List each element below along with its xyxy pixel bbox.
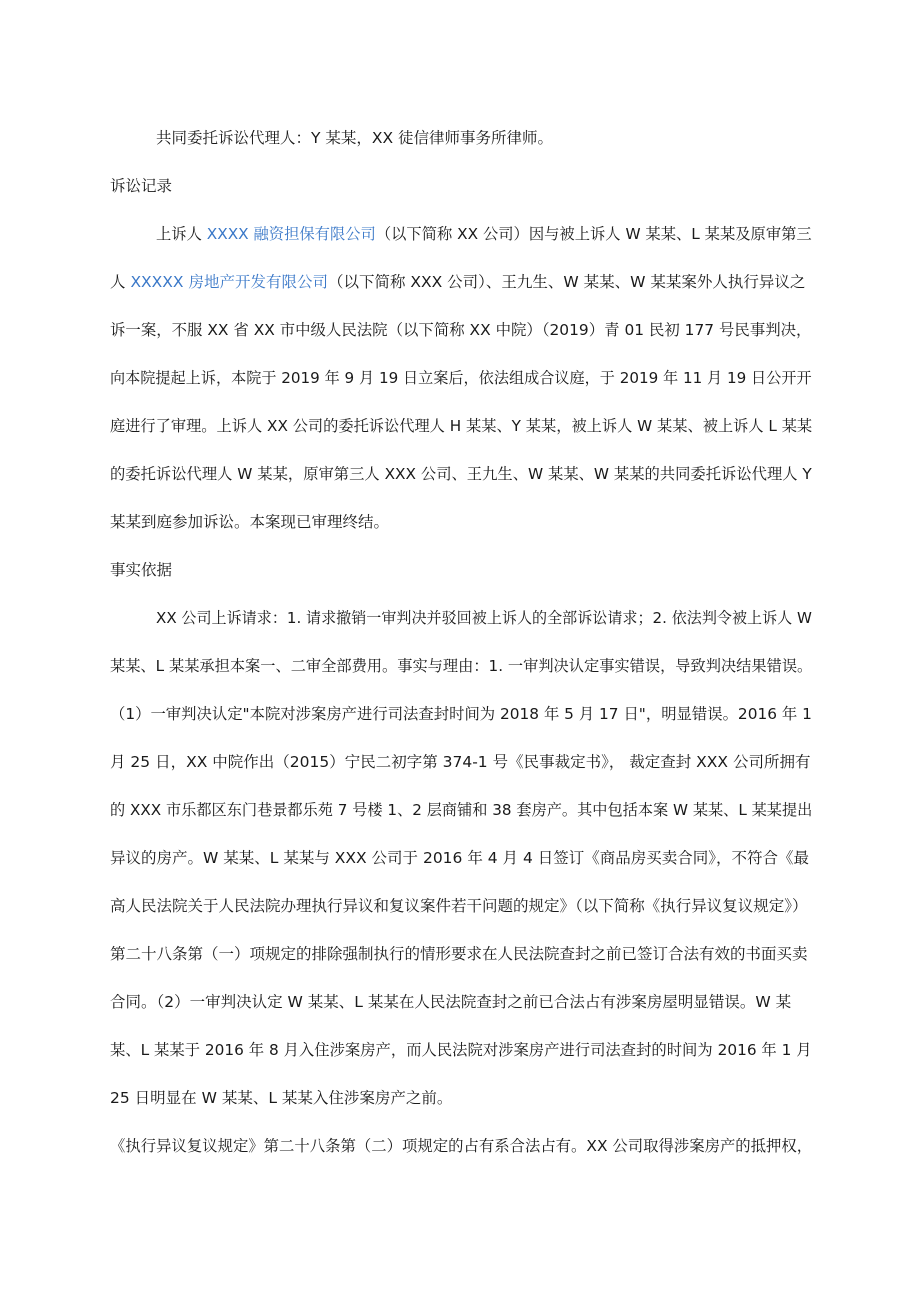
facts-line-8: 第二十八条第（一）项规定的排除强制执行的情形要求在人民法院查封之前已签订合法有效的书面买卖 xyxy=(110,945,808,963)
facts-line-7: 高人民法院关于人民法院办理执行异议和复议案件若干问题的规定》（以下简称《执行异议复议规定》） xyxy=(110,897,808,915)
facts-line-12: 《执行异议复议规定》第二十八条第（二）项规定的占有系合法占有。XX 公司取得涉案房产的抵押权， xyxy=(110,1137,813,1155)
facts-line-1: XX 公司上诉请求：1. 请求撤销一审判决并驳回被上诉人的全部诉讼请求；2. 依法判令被上诉人 W xyxy=(156,609,812,627)
record-line-5: 庭进行了审理。上诉人 XX 公司的委托诉讼代理人 H 某某、Y 某某，被上诉人 W 某某、被上诉人 L 某某 xyxy=(110,417,813,435)
company-link-realestate[interactable]: XXXXX 房地产开发有限公司 xyxy=(130,273,328,291)
section-heading-record: 诉讼记录 xyxy=(110,177,173,195)
record-line-2-text-a: 人 xyxy=(110,273,131,291)
facts-line-6: 异议的房产。W 某某、L 某某与 XXX 公司于 2016 年 4 月 4 日签订《商品房买卖合同》，不符合《最 xyxy=(110,849,810,867)
record-line-7: 某某到庭参加诉讼。本案现已审理终结。 xyxy=(110,513,390,531)
record-line-2 xyxy=(110,272,805,292)
intro-line: 共同委托诉讼代理人：Y 某某，XX 徒信律师事务所律师。 xyxy=(156,129,554,147)
facts-line-3: （1）一审判决认定"本院对涉案房产进行司法查封时间为 2018 年 5 月 17 日"，明显错误。2016 年 1 xyxy=(110,705,812,723)
facts-line-2: 某某、L 某某承担本案一、二审全部费用。事实与理由：1. 一审判决认定事实错误，导致判决结果错误。 xyxy=(110,657,813,675)
record-line-2-text-b: （以下简称 XXX 公司）、王九生、W 某某、W 某某案外人执行异议之 xyxy=(327,273,806,291)
record-line-4: 向本院提起上诉，本院于 2019 年 9 月 19 日立案后，依法组成合议庭，于 2019 年 11 月 19 日公开开 xyxy=(110,369,812,387)
facts-line-11: 25 日明显在 W 某某、L 某某入住涉案房产之前。 xyxy=(110,1089,453,1107)
record-line-3: 诉一案，不服 XX 省 XX 市中级人民法院（以下简称 XX 中院）（2019）青 01 民初 177 号民事判决， xyxy=(110,321,812,339)
section-heading-facts: 事实依据 xyxy=(110,561,173,579)
company-link-guarantee[interactable]: XXXX 融资担保有限公司 xyxy=(206,225,376,243)
facts-line-9: 合同。（2）一审判决认定 W 某某、L 某某在人民法院查封之前已合法占有涉案房屋明显错误。W 某 xyxy=(110,993,792,1011)
facts-line-10: 某、L 某某于 2016 年 8 月入住涉案房产，而人民法院对涉案房产进行司法查封的时间为 2016 年 1 月 xyxy=(110,1041,812,1059)
record-line-1-text-a: 上诉人 xyxy=(156,225,207,243)
record-line-6: 的委托诉讼代理人 W 某某，原审第三人 XXX 公司、王九生、W 某某、W 某某的共同委托诉讼代理人 Y xyxy=(110,465,812,483)
facts-line-5: 的 XXX 市乐都区东门巷景都乐苑 7 号楼 1、2 层商铺和 38 套房产。其中包括本案 W 某某、L 某某提出 xyxy=(110,801,813,819)
record-line-1 xyxy=(156,224,812,244)
record-line-1-text-b: （以下简称 XX 公司）因与被上诉人 W 某某、L 某某及原审第三 xyxy=(375,225,812,243)
facts-line-4: 月 25 日，XX 中院作出（2015）宁民二初字第 374-1 号《民事裁定书》， 裁定查封 XXX 公司所拥有 xyxy=(110,753,811,771)
